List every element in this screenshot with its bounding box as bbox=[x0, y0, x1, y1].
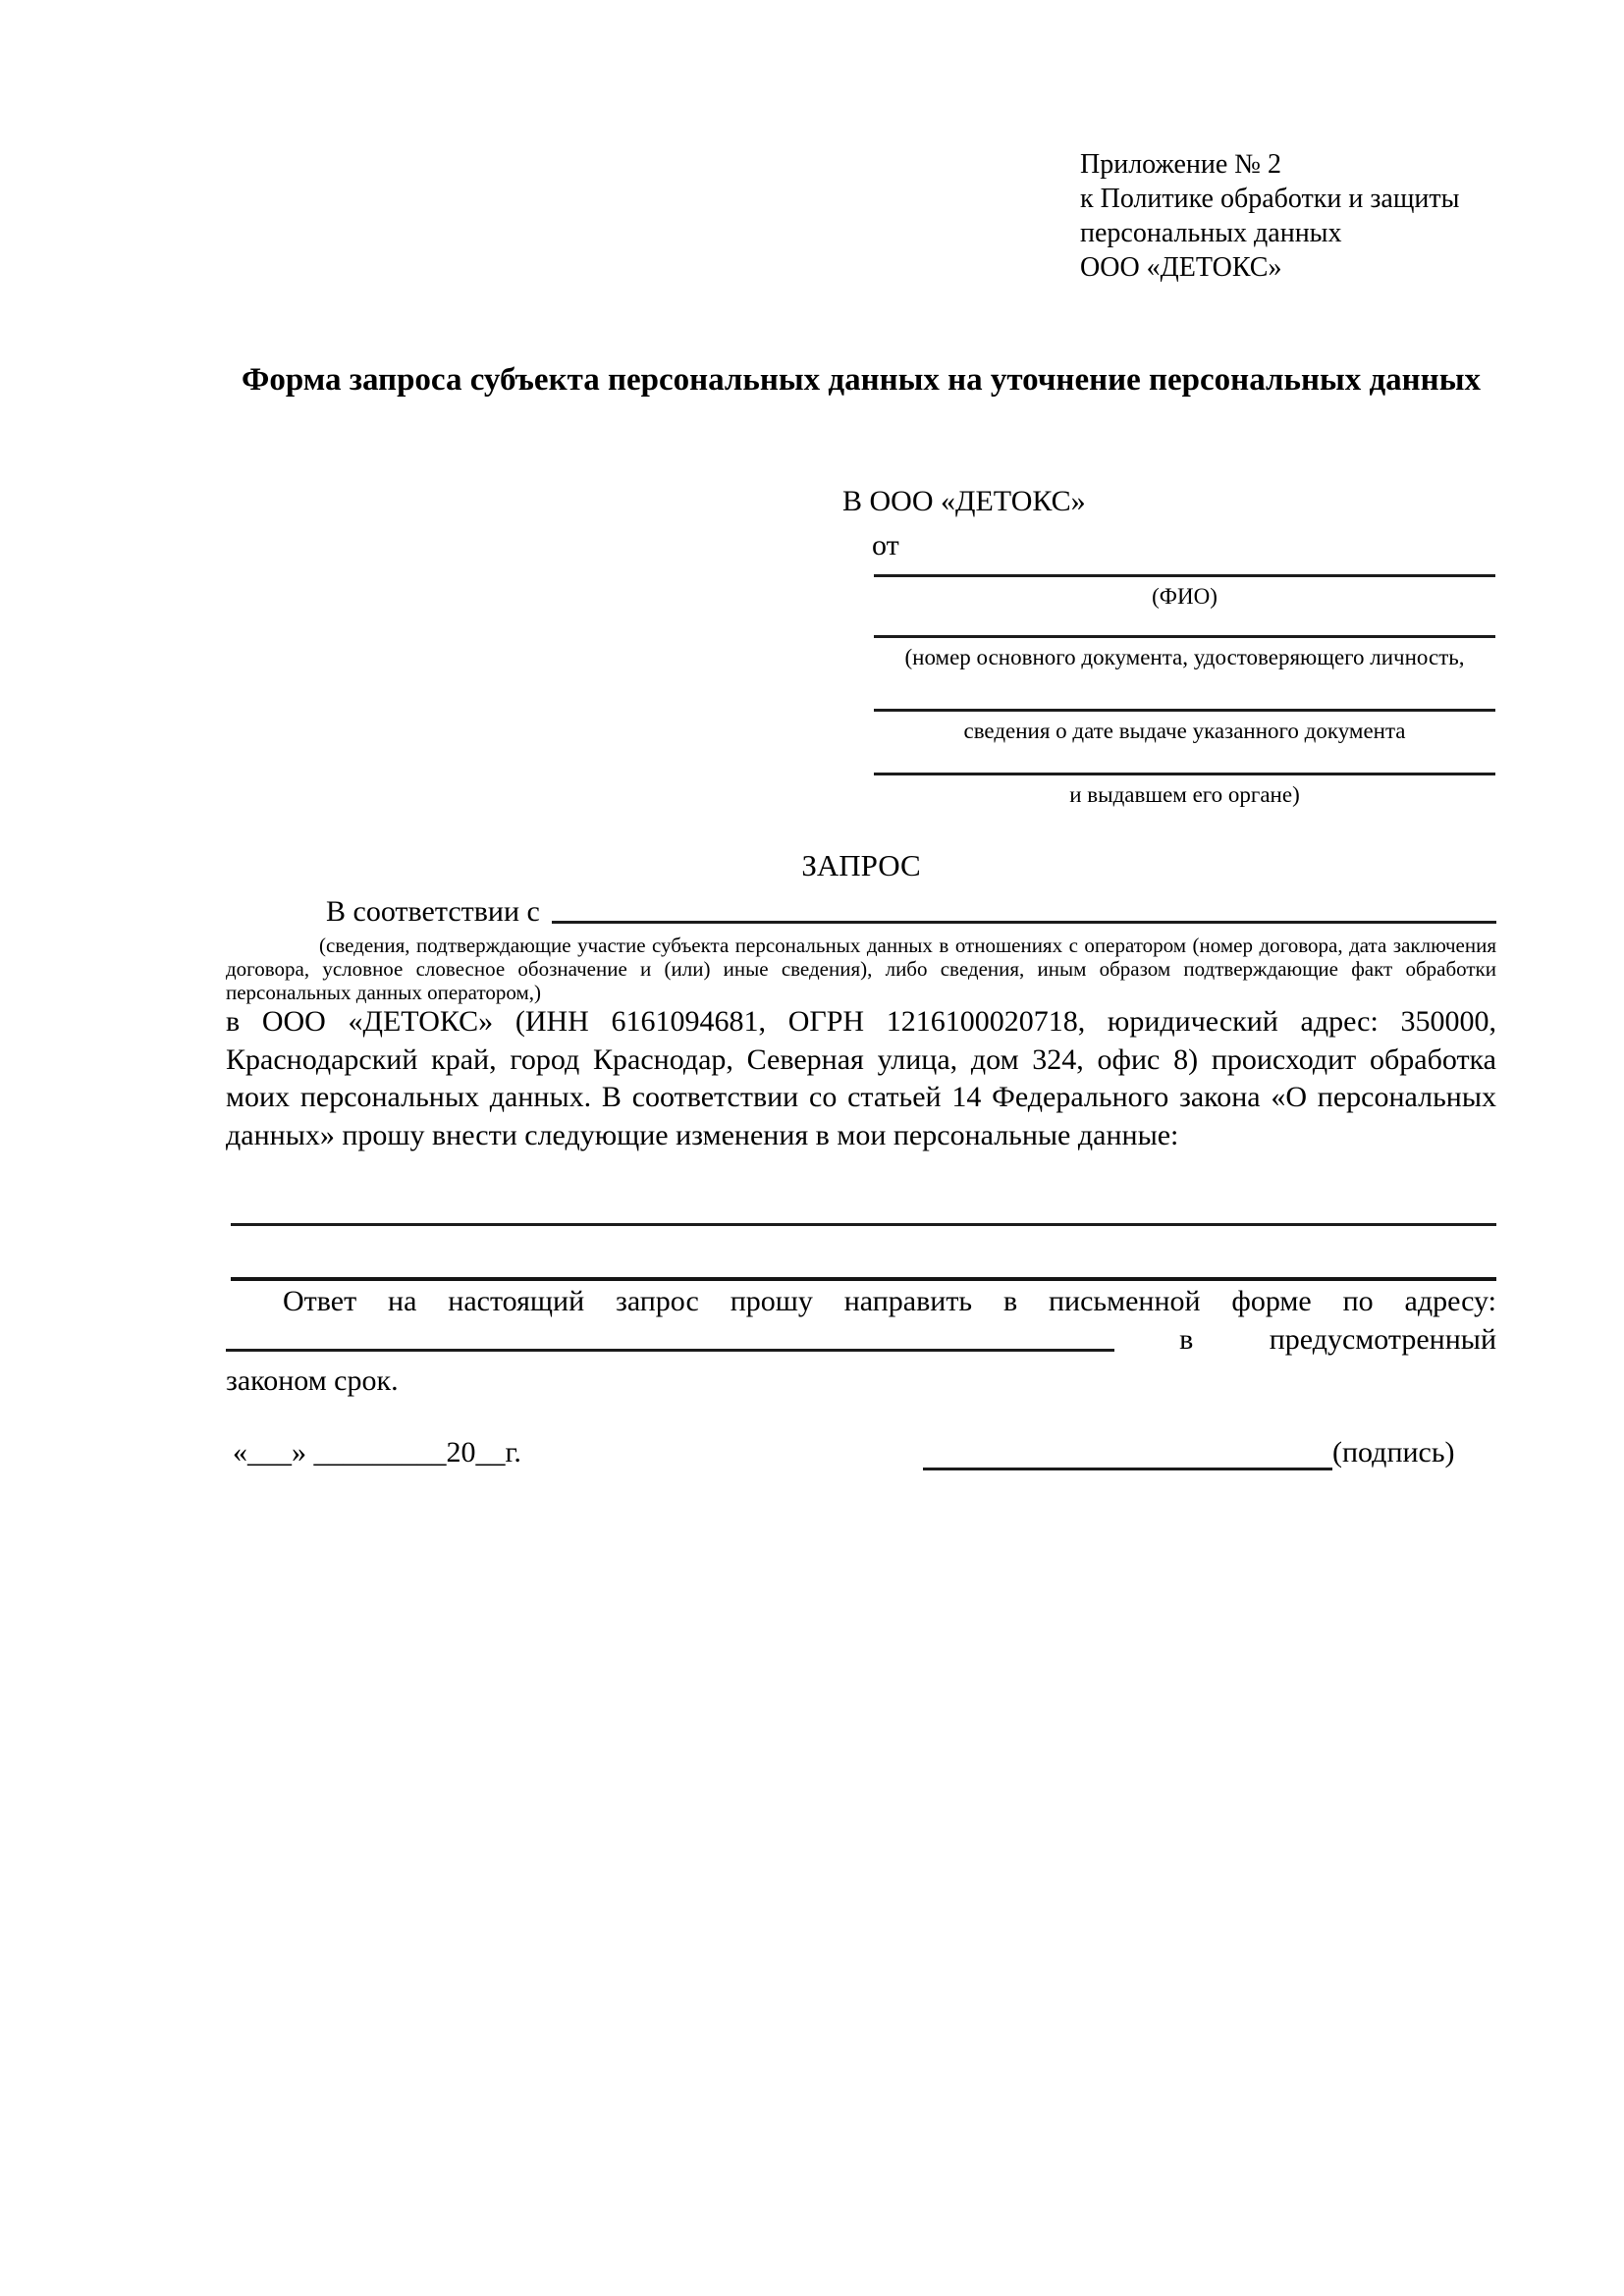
request-heading: ЗАПРОС bbox=[801, 848, 921, 882]
addressee-to: В ООО «ДЕТОКС» bbox=[842, 485, 1086, 517]
changes-fill-line-1 bbox=[231, 1223, 1496, 1226]
fio-fill-line bbox=[874, 574, 1495, 577]
identity-document-fill-line bbox=[874, 635, 1495, 638]
signature-fill-line bbox=[923, 1435, 1332, 1470]
reply-tail: в предусмотренный bbox=[1179, 1323, 1496, 1356]
header-note-line: к Политике обработки и защиты bbox=[1080, 184, 1460, 214]
reply-intro: Ответ на настоящий запрос прошу направить в письменной форме по адресу: bbox=[283, 1285, 1496, 1317]
identity-document-label: (номер основного документа, удостоверяющего личность, bbox=[904, 645, 1465, 669]
intro-footnote: (сведения, подтверждающие участие субъекта персональных данных в отношениях с оператором (номер договора, дата заключения договора, условное словесное обозначение и (или) иные сведения), либо сведения, иным образом подтверждающие факт обработки персональных данных оператором,) bbox=[226, 934, 1496, 1004]
issue-date-fill-line bbox=[874, 709, 1495, 712]
request-body: в ООО «ДЕТОКС» (ИНН 6161094681, ОГРН 1216100020718, юридический адрес: 350000, Краснодарский край, город Краснодар, Северная улица, дом 324, офис 8) происходит обработка моих персональных данных. В соответствии со статьей 14 Федерального закона «О персональных данных» прошу внести следующие изменения в мои персональные данные: bbox=[226, 1005, 1496, 1151]
address-fill-line bbox=[226, 1349, 1114, 1352]
reply-end: законом срок. bbox=[226, 1364, 399, 1397]
header-note-line: ООО «ДЕТОКС» bbox=[1080, 252, 1282, 283]
basis-fill-line bbox=[552, 895, 1496, 924]
issuing-authority-fill-line bbox=[874, 773, 1495, 775]
addressee-from-label: от bbox=[872, 529, 899, 561]
header-note-line: персональных данных bbox=[1080, 218, 1342, 248]
reply-address-row bbox=[226, 1321, 1496, 1357]
issuing-authority-label: и выдавшем его органе) bbox=[1069, 782, 1300, 807]
document-title: Форма запроса субъекта персональных данных на уточнение персональных данных bbox=[242, 362, 1481, 398]
header-note-line: Приложение № 2 bbox=[1080, 149, 1281, 180]
issue-date-label: сведения о дате выдаче указанного документа bbox=[963, 719, 1406, 743]
header-note bbox=[1080, 147, 1459, 285]
intro-prefix: В соответствии с bbox=[326, 895, 540, 928]
date-blank: «___» _________20__г. bbox=[233, 1436, 521, 1468]
signature-label: (подпись) bbox=[1332, 1436, 1455, 1468]
changes-fill-line-2 bbox=[231, 1277, 1496, 1281]
fio-label: (ФИО) bbox=[1152, 584, 1218, 609]
request-intro-row bbox=[226, 895, 1496, 929]
